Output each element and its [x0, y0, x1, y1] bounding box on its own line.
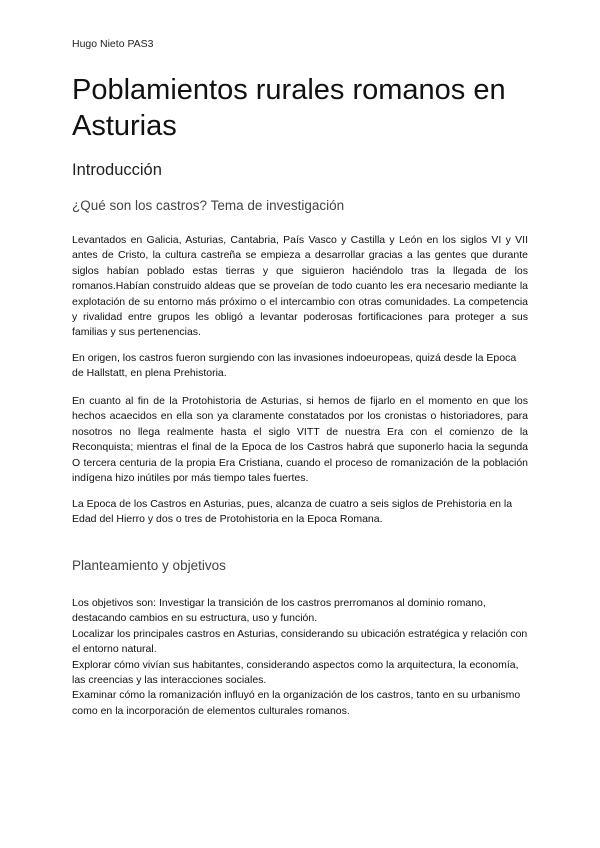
objective-item: Los objetivos son: Investigar la transición de los castros prerromanos al dominio romano, destacando cambios en su estructura, uso y función.	[72, 597, 486, 625]
objective-item: Explorar cómo vivían sus habitantes, considerando aspectos como la arquitectura, la economía, las creencias y las interacciones sociales.	[72, 658, 519, 687]
paragraph-protohistory: En cuanto al fin de la Protohistoria de Asturias, si hemos de fijarlo en el momento en que los hechos acaecidos en ella son ya claramente constatados por los cronistas o historiadores, para nosotros no llega realmente hasta el siglo VITT de nuestra Era con el comienzo de la Reconquista; mientras el final de la Epoca de los Castros habrá que suponerlo hacia la segunda O tercera centuria de la propia Era Cristiana, cuando el proceso de romanización de la población indígena hizo inútiles por más tiempo tales fuertes.	[72, 395, 528, 485]
objective-item: Localizar los principales castros en Asturias, considerando su ubicación estratégica y relación con el entorno natural.	[72, 627, 528, 656]
paragraph-indoeuropean: En origen, los castros fueron surgiendo con las invasiones indoeuropeas, quizá desde la Epoca de Hallstatt, en plena Prehistoria.	[72, 352, 517, 380]
intro-heading: Introducción	[72, 161, 162, 179]
objective-item: Examinar cómo la romanización influyó en la organización de los castros, tanto en su urbanismo como en la incorporación de elementos culturales romanos.	[72, 689, 521, 717]
objectives-list	[72, 596, 528, 719]
page-title: Poblamientos rurales romanos en Asturias	[72, 74, 506, 142]
author-header: Hugo Nieto PAS3	[72, 38, 154, 50]
planteamiento-heading: Planteamiento y objetivos	[72, 558, 226, 573]
paragraph-castros-origin: Levantados en Galicia, Asturias, Cantabria, País Vasco y Castilla y León en los siglos VI y VII antes de Cristo, la cultura castreña se empieza a desarrollar gracias a las gentes que durante siglos habían poblado estas tierras y que siguieron haciéndolo tras la llegada de los romanos.Habían construido aldeas que se proveían de todo cuanto les era necesario mediante la explotación de su entorno más próximo o el intercambio con otras comunidades. La competencia y rivalidad entre grupos les obligó a levantar poderosas fortificaciones para proteger a sus familias y sus pertenencias.	[72, 234, 528, 339]
castros-heading: ¿Qué son los castros? Tema de investigación	[72, 198, 345, 213]
paragraph-epoca-castros: La Epoca de los Castros en Asturias, pues, alcanza de cuatro a seis siglos de Prehistoria en la Edad del Hierro y dos o tres de Protohistoria en la Epoca Romana.	[72, 498, 513, 526]
